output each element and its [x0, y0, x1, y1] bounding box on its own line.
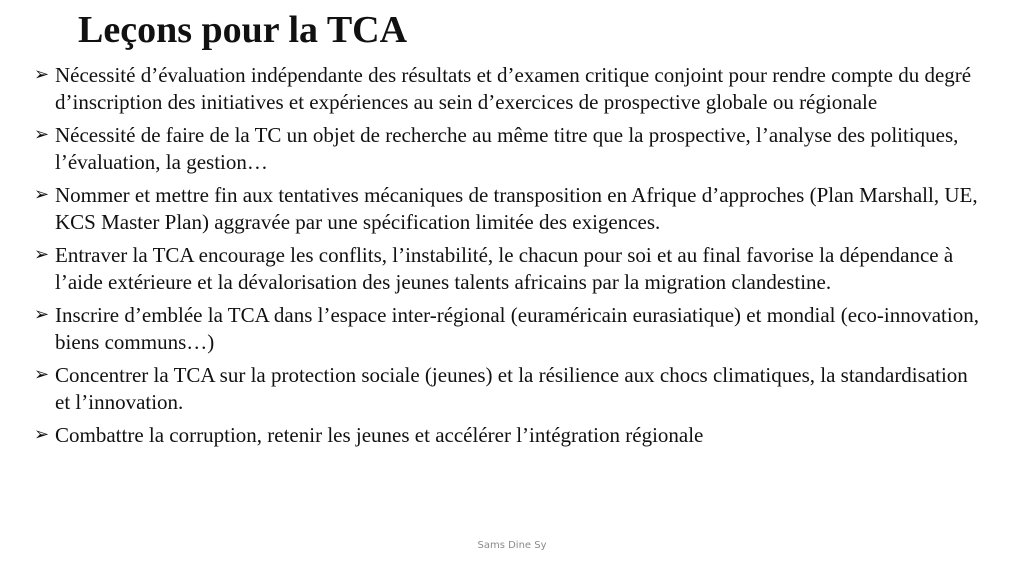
bullet-text: Inscrire d’emblée la TCA dans l’espace inter-régional (euraméricain eurasiatique) et mondial (eco-innovation, biens communs…): [55, 303, 979, 354]
bullet-item: [34, 362, 984, 415]
bullet-text: Entraver la TCA encourage les conflits, l’instabilité, le chacun pour soi et au final favorise la dépendance à l’aide extérieure et la dévalorisation des jeunes talents africains par la migration clandestine.: [55, 243, 954, 294]
bullet-item: [34, 422, 984, 449]
arrow-bullet-icon: ➢: [34, 244, 50, 265]
bullet-item: [34, 122, 984, 175]
bullet-text: Nécessité d’évaluation indépendante des résultats et d’examen critique conjoint pour rendre compte du degré d’inscription des initiatives et expériences au sein d’exercices de prospective globale ou régionale: [55, 63, 972, 114]
bullet-item: [34, 182, 984, 235]
arrow-bullet-icon: ➢: [34, 124, 50, 145]
bullet-text: Nécessité de faire de la TC un objet de recherche au même titre que la prospective, l’analyse des politiques, l’évaluation, la gestion…: [55, 123, 959, 174]
bullet-text: Nommer et mettre fin aux tentatives mécaniques de transposition en Afrique d’approches (Plan Marshall, UE, KCS Master Plan) aggravée par une spécification limitée des exigences.: [55, 183, 978, 234]
bullet-list: [34, 62, 984, 456]
footer-author: Sams Dine Sy: [477, 540, 547, 551]
arrow-bullet-icon: ➢: [34, 64, 50, 85]
bullet-text: Concentrer la TCA sur la protection sociale (jeunes) et la résilience aux chocs climatiques, la standardisation et l’innovation.: [55, 363, 968, 414]
arrow-bullet-icon: ➢: [34, 364, 50, 385]
bullet-text: Combattre la corruption, retenir les jeunes et accélérer l’intégration régionale: [55, 423, 704, 447]
arrow-bullet-icon: ➢: [34, 304, 50, 325]
slide-title: Leçons pour la TCA: [78, 9, 408, 51]
bullet-item: [34, 242, 984, 295]
bullet-item: [34, 62, 984, 115]
bullet-item: [34, 302, 984, 355]
arrow-bullet-icon: ➢: [34, 184, 50, 205]
arrow-bullet-icon: ➢: [34, 424, 50, 445]
